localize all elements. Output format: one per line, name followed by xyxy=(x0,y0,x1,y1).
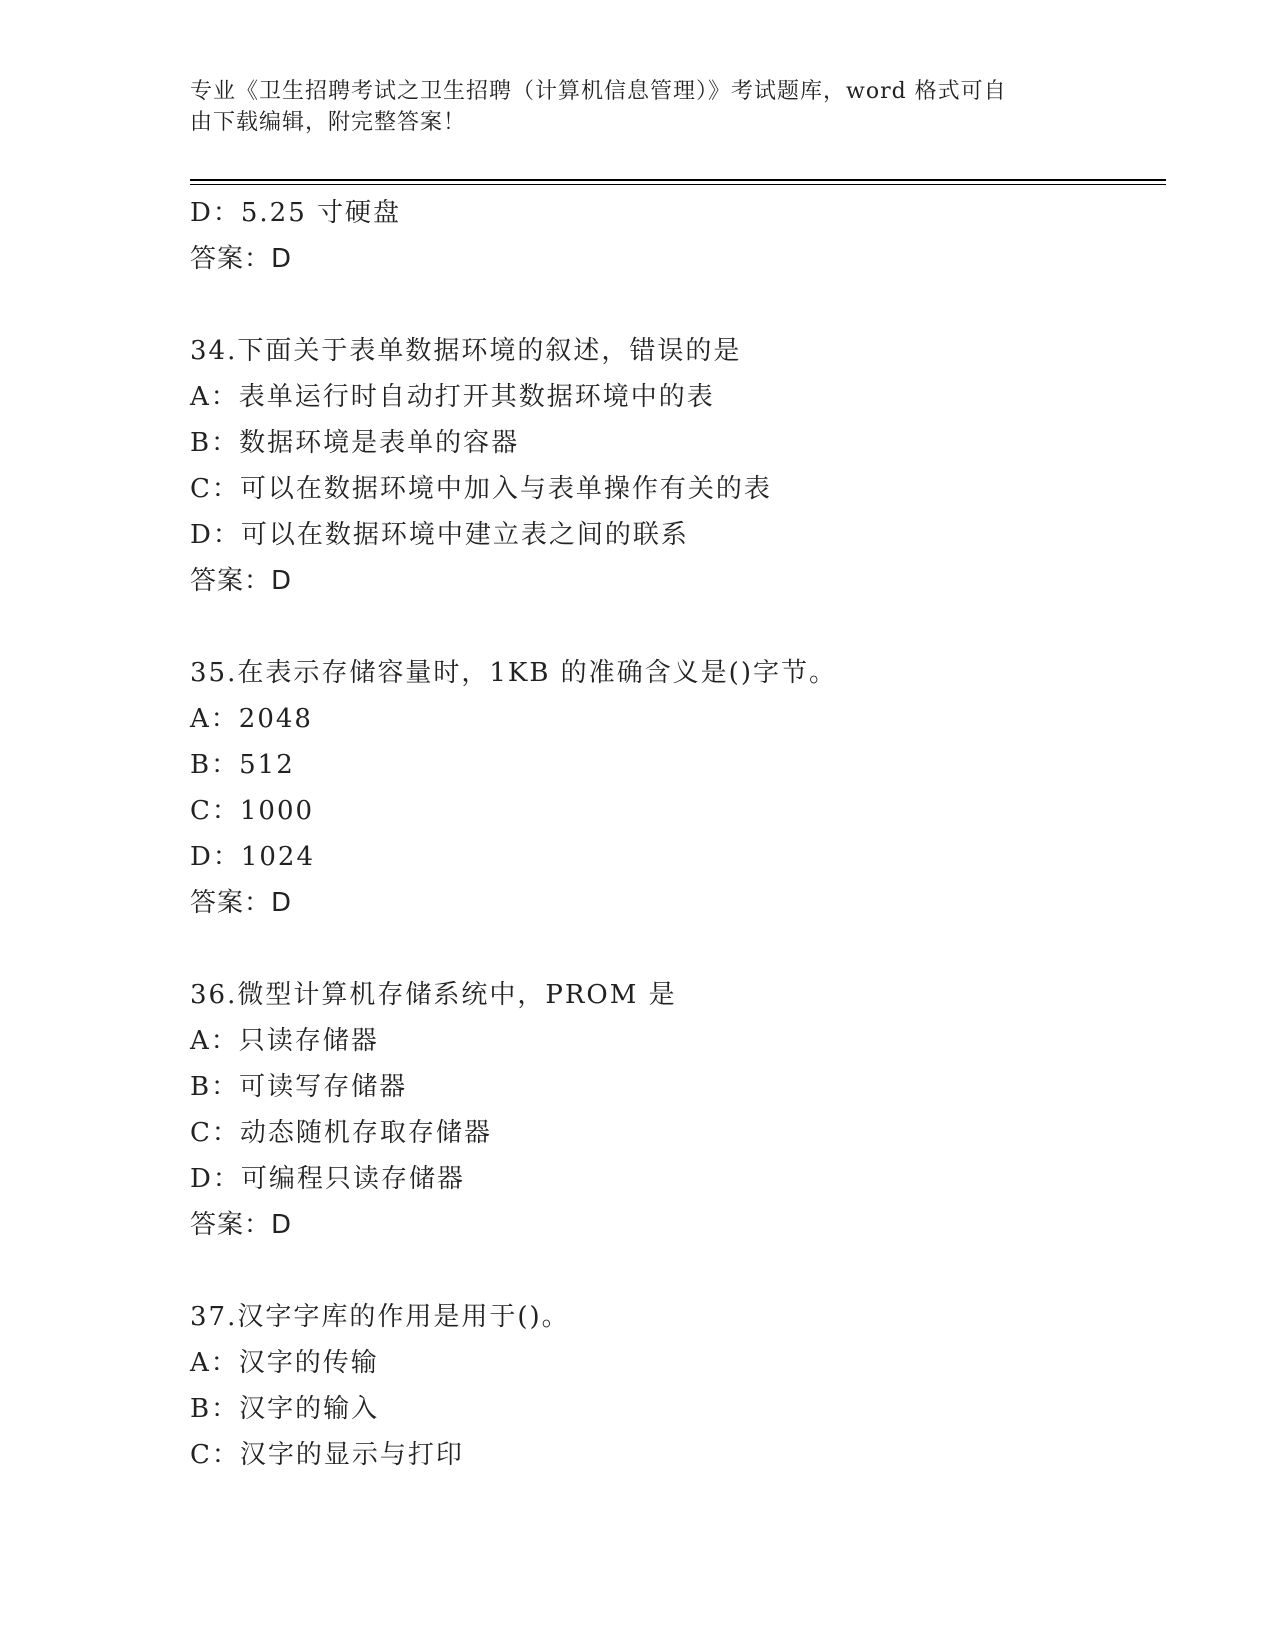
header-title-line-2: 由下载编辑，附完整答案！ xyxy=(190,110,467,135)
header-divider-thin xyxy=(190,184,1166,185)
question-option: B：512 xyxy=(190,750,295,780)
question-answer: 答案：D xyxy=(190,888,293,918)
question-stem: 36.微型计算机存储系统中，PROM 是 xyxy=(190,980,677,1010)
question-block-34 xyxy=(190,328,1170,604)
question-stem: 35.在表示存储容量时，1KB 的准确含义是()字节。 xyxy=(190,658,837,688)
question-option: A：2048 xyxy=(190,704,313,734)
question-answer: 答案：D xyxy=(190,1210,293,1240)
prev-question-option-d: D：5.25 寸硬盘 xyxy=(190,198,402,228)
question-block-37 xyxy=(190,1294,1170,1478)
question-option: D：1024 xyxy=(190,842,316,872)
question-option: A：汉字的传输 xyxy=(190,1348,379,1378)
header-divider-thick xyxy=(190,179,1166,181)
question-stem: 34.下面关于表单数据环境的叙述，错误的是 xyxy=(190,336,742,366)
question-answer: 答案：D xyxy=(190,566,293,596)
question-spacer xyxy=(190,1248,1170,1294)
question-option: C：可以在数据环境中加入与表单操作有关的表 xyxy=(190,474,772,504)
question-stem: 37.汉字字库的作用是用于()。 xyxy=(190,1302,570,1332)
question-block-36 xyxy=(190,972,1170,1248)
question-spacer xyxy=(190,926,1170,972)
question-option: A：只读存储器 xyxy=(190,1026,379,1056)
question-option: B：汉字的输入 xyxy=(190,1394,380,1424)
prev-question-answer: 答案：D xyxy=(190,244,293,274)
question-block-35 xyxy=(190,650,1170,926)
question-option: A：表单运行时自动打开其数据环境中的表 xyxy=(190,382,715,412)
question-spacer xyxy=(190,282,1170,328)
question-option: D：可以在数据环境中建立表之间的联系 xyxy=(190,520,689,550)
question-option: C：汉字的显示与打印 xyxy=(190,1440,464,1470)
question-option: B：数据环境是表单的容器 xyxy=(190,428,520,458)
question-option: B：可读写存储器 xyxy=(190,1072,408,1102)
question-list xyxy=(190,190,1170,1478)
question-spacer xyxy=(190,604,1170,650)
header-title-line-1: 专业《卫生招聘考试之卫生招聘（计算机信息管理）》考试题库，word 格式可自 xyxy=(190,79,1007,104)
document-header xyxy=(190,76,1070,138)
question-option: C：1000 xyxy=(190,796,315,826)
question-option: C：动态随机存取存储器 xyxy=(190,1118,492,1148)
question-option: D：可编程只读存储器 xyxy=(190,1164,465,1194)
